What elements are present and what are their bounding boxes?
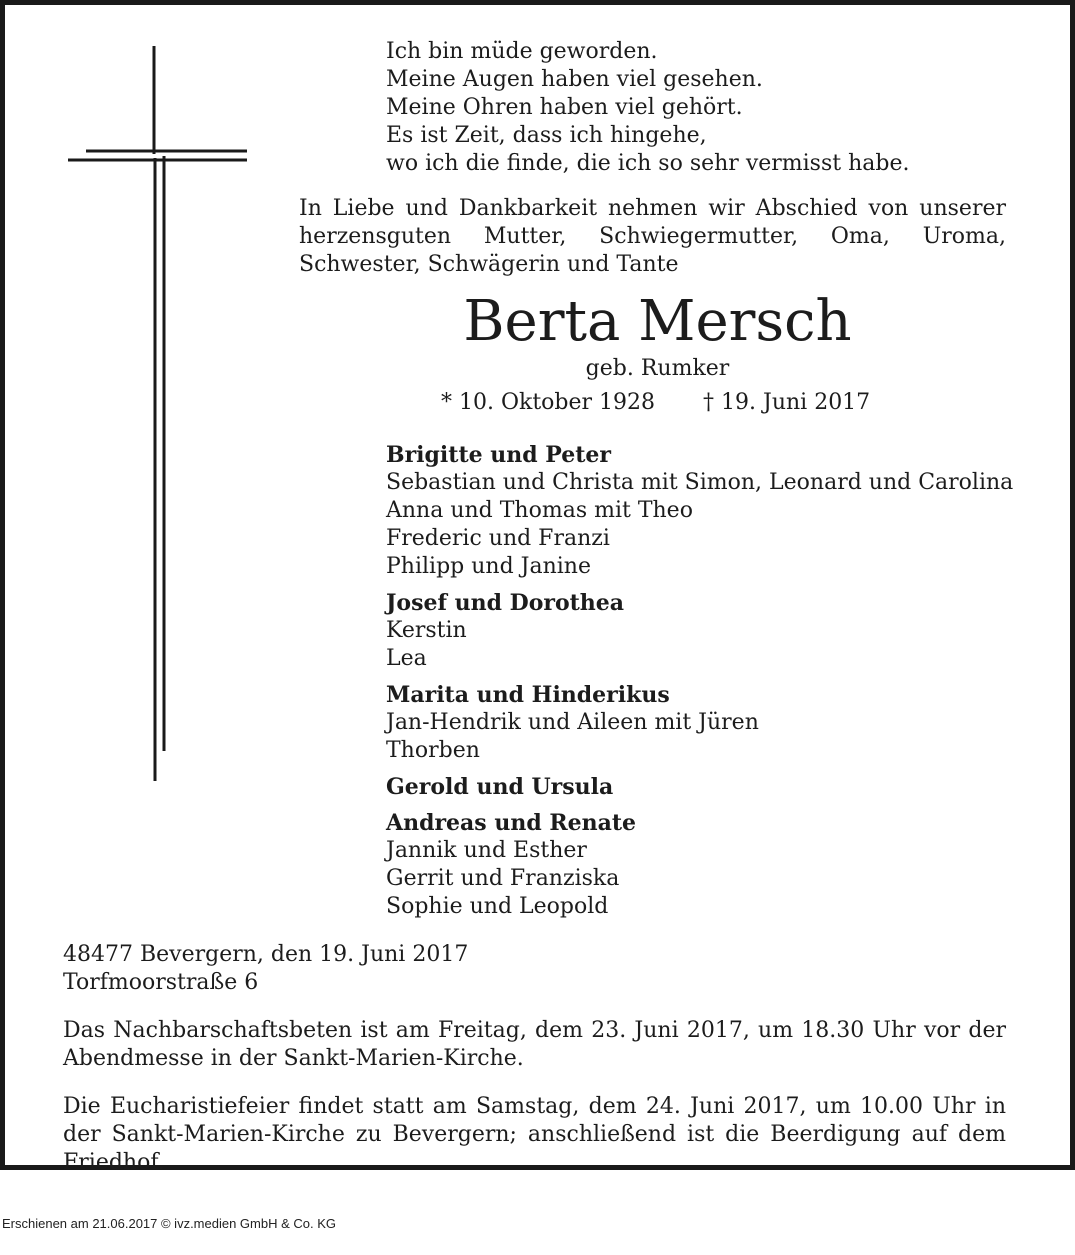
poem-line: Meine Augen haben viel gesehen. [386, 67, 763, 92]
birth-date: * 10. Oktober 1928 [441, 390, 656, 415]
family-group-head: Andreas und Renate [386, 810, 637, 836]
deceased-name: Berta Mersch [463, 289, 852, 354]
life-dates [441, 389, 870, 417]
family-member: Lea [386, 646, 427, 671]
poem-line: Ich bin müde geworden. [386, 39, 658, 64]
family-member: Sophie und Leopold [386, 894, 609, 919]
family-member: Jan-Hendrik und Aileen mit Jüren [386, 710, 759, 735]
birth-name: geb. Rumker [585, 356, 730, 381]
family-member: Jannik und Esther [386, 838, 587, 863]
poem-line: Es ist Zeit, dass ich hingehe, [386, 123, 707, 148]
publication-footer: Erschienen am 21.06.2017 © ivz.medien GmbH & Co. KG [2, 1216, 337, 1231]
family-group [386, 809, 1013, 921]
address-block [63, 941, 468, 997]
place-and-date: 48477 Bevergern, den 19. Juni 2017 [63, 942, 469, 967]
family-group [386, 441, 1013, 581]
family-member: Philipp und Janine [386, 554, 591, 579]
family-member: Anna und Thomas mit Theo [386, 498, 693, 523]
family-group-head: Josef und Dorothea [386, 590, 625, 616]
family-group [386, 681, 1013, 765]
family-member: Gerrit und Franziska [386, 866, 620, 891]
family-member: Thorben [386, 738, 480, 763]
family-group [386, 773, 1013, 801]
family-group-head: Brigitte und Peter [386, 442, 611, 468]
prayer-notice: Das Nachbarschaftsbeten ist am Freitag, dem 23. Juni 2017, um 18.30 Uhr vor der Abendmesse in der Sankt-Marien-Kirche. [63, 1018, 1006, 1071]
family-member: Sebastian und Christa mit Simon, Leonard und Carolina [386, 470, 1014, 495]
poem-line: Meine Ohren haben viel gehört. [386, 95, 743, 120]
family-group [386, 589, 1013, 673]
cross-icon [62, 41, 247, 786]
intro-text: In Liebe und Dankbarkeit nehmen wir Abschied von unserer herzensguten Mutter, Schwiegermutter, Oma, Uroma, Schwester, Schwägerin und Tante [299, 196, 1006, 277]
poem-line: wo ich die finde, die ich so sehr vermisst habe. [386, 151, 910, 176]
death-date: † 19. Juni 2017 [703, 390, 871, 415]
mass-notice: Die Eucharistiefeier findet statt am Samstag, dem 24. Juni 2017, um 10.00 Uhr in der Sankt-Marien-Kirche zu Bevergern; anschließend ist die Beerdigung auf dem Friedhof. [63, 1094, 1006, 1175]
family-member: Frederic und Franzi [386, 526, 610, 551]
family-list [386, 441, 1013, 929]
family-member: Kerstin [386, 618, 467, 643]
family-group-head: Gerold und Ursula [386, 774, 614, 800]
family-group-head: Marita und Hinderikus [386, 682, 670, 708]
street-address: Torfmoorstraße 6 [63, 970, 259, 995]
poem [386, 38, 909, 178]
